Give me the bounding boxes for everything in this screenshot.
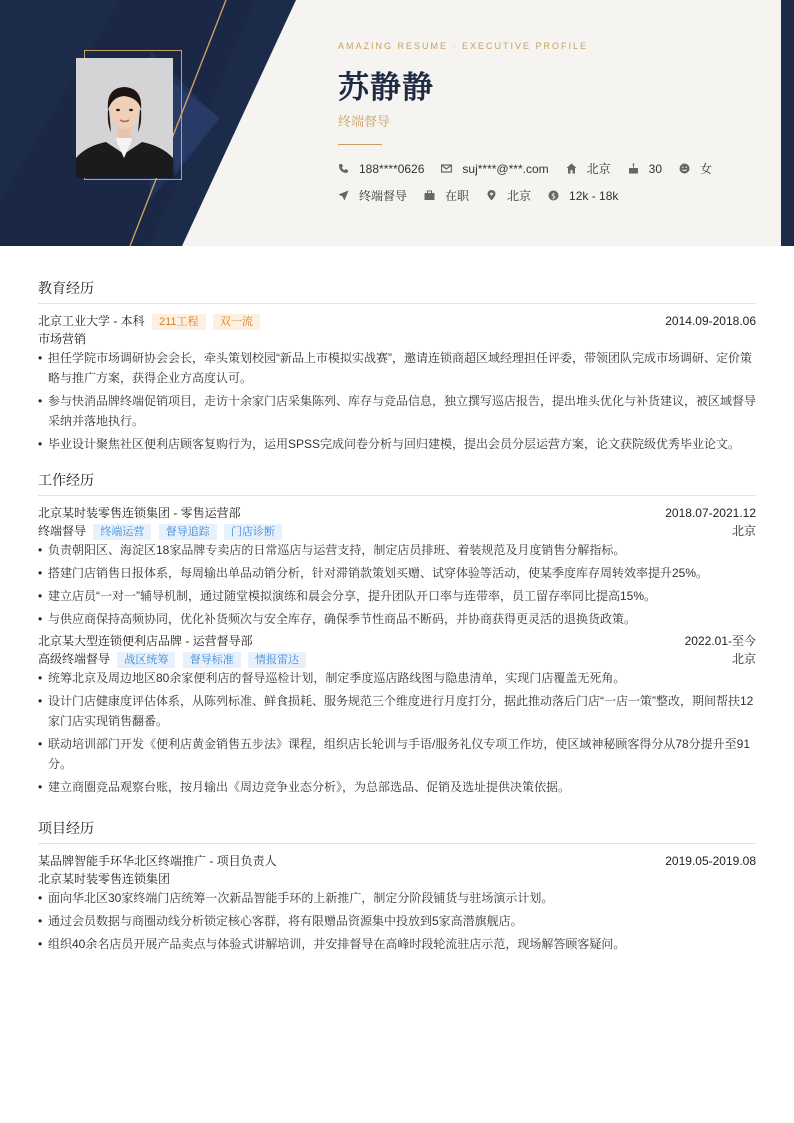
svg-text:$: $: [551, 191, 556, 201]
job-sub: [38, 522, 756, 540]
job-bullets: [38, 540, 756, 629]
cake-icon: [628, 163, 639, 174]
target-city-text: 北京: [507, 189, 532, 203]
job-tag: 终端运营: [93, 524, 151, 540]
money-icon: [548, 190, 559, 201]
project-org: 北京某时装零售连锁集团: [38, 872, 171, 886]
list-item: • 组织40余名店员开展产品卖点与体验式讲解培训，并安排督导在高峰时段轮流驻店示范，现场解答顾客疑问。: [38, 934, 756, 954]
job-position: 终端督导: [38, 524, 87, 538]
education-tag: 双一流: [213, 314, 260, 330]
briefcase-icon: [424, 190, 435, 201]
job-company: 北京某大型连锁便利店品牌 - 运营督导部: [38, 634, 253, 648]
projects-title: 项目经历: [38, 818, 756, 844]
gender-item: [679, 160, 712, 177]
email-item: [441, 162, 548, 176]
candidate-name: 苏静静: [338, 70, 434, 105]
location-pin-icon: [486, 190, 497, 201]
phone-text: 188****0626: [359, 161, 425, 176]
education-section: [38, 278, 756, 457]
job-tag: 督导标准: [183, 652, 241, 668]
target-city-item: [486, 187, 531, 204]
list-item: • 设计门店健康度评估体系，从陈列标准、鲜食损耗、服务规范三个维度进行月度打分，据此推动落后门店“一店一策”整改，期间帮扶12家门店实现销售翻番。: [38, 691, 756, 731]
target-position-text: 终端督导: [359, 189, 408, 203]
project-bullets: [38, 888, 756, 954]
education-bullets: [38, 348, 756, 454]
job-tag: 战区统筹: [117, 652, 175, 668]
salary-item: [548, 189, 618, 203]
status-text: 在职: [445, 189, 470, 203]
work-title: 工作经历: [38, 470, 756, 496]
phone-icon: [338, 163, 349, 174]
list-item: • 参与快消品牌终端促销项目，走访十余家门店采集陈列、库存与竞品信息，独立撰写巡店报告，提出堆头优化与补货建议，被区域督导采纳并落地执行。: [38, 391, 756, 431]
project-date: 2019.05-2019.08: [665, 854, 756, 868]
job-head: [38, 504, 756, 522]
list-item: • 建立店员“一对一”辅导机制，通过随堂模拟演练和晨会分享，提升团队开口率与连带率，员工留存率同比提高15%。: [38, 586, 756, 606]
job-company: 北京某时装零售连锁集团 - 零售运营部: [38, 506, 241, 520]
job-bullets: [38, 668, 756, 797]
list-item: • 建立商圈竞品观察台账，按月输出《周边竞争业态分析》，为总部选品、促销及选址提供决策依据。: [38, 777, 756, 797]
hometown-text: 北京: [586, 162, 611, 176]
job-intent-row: [338, 187, 635, 204]
gold-divider: [338, 144, 382, 145]
profile-photo: [76, 58, 173, 178]
candidate-role: 终端督导: [338, 114, 391, 129]
resume-header: [0, 0, 794, 246]
list-item: • 搭建门店销售日报体系，每周输出单品动销分析，针对滞销款策划买赠、试穿体验等活动，使某季度库存周转效率提升25%。: [38, 563, 756, 583]
job-head: [38, 632, 756, 650]
education-major-row: [38, 330, 756, 348]
work-section: [38, 470, 756, 800]
list-item: • 统筹北京及周边地区80余家便利店的督导巡检计划，制定季度巡店路线图与隐患清单，实现门店覆盖无死角。: [38, 668, 756, 688]
job-location: 北京: [731, 524, 756, 538]
list-item: • 面向华北区30家终端门店统筹一次新品智能手环的上新推广，制定分阶段铺货与驻场演示计划。: [38, 888, 756, 908]
mail-icon: [441, 163, 452, 174]
job-position: 高级终端督导: [38, 652, 111, 666]
job-date: 2018.07-2021.12: [665, 506, 756, 520]
list-item: • 担任学院市场调研协会会长，牵头策划校园“新品上市模拟实战赛”，邀请连锁商超区域经理担任评委，带领团队完成市场调研、定价策略与推广方案，获得企业方高度认可。: [38, 348, 756, 388]
project-name: 某品牌智能手环华北区终端推广 - 项目负责人: [38, 854, 277, 868]
job-tag: 情报雷达: [248, 652, 306, 668]
education-title: 教育经历: [38, 278, 756, 304]
list-item: • 与供应商保持高频协同，优化补货频次与安全库存，确保季节性商品不断码，并协商获得更灵活的退换货政策。: [38, 609, 756, 629]
status-item: [424, 187, 469, 204]
gender-text: 女: [700, 162, 713, 176]
phone-item: [338, 162, 424, 176]
contact-row: [338, 160, 729, 177]
list-item: • 联动培训部门开发《便利店黄金销售五步法》课程，组织店长轮训与手语/服务礼仪专项工作坊，使区域神秘顾客得分从78分提升至91分。: [38, 734, 756, 774]
age-item: [628, 162, 662, 176]
job-location: 北京: [731, 652, 756, 666]
education-major: 市场营销: [38, 332, 87, 346]
target-position-item: [338, 187, 407, 204]
job-entry: [38, 504, 756, 629]
job-date: 2022.01-至今: [684, 634, 756, 648]
education-tag: 211工程: [152, 314, 206, 330]
hometown-item: [566, 160, 611, 177]
header-tagline: AMAZING RESUME · EXECUTIVE PROFILE: [338, 41, 589, 51]
job-sub: [38, 650, 756, 668]
project-org-row: [38, 870, 756, 888]
list-item: • 毕业设计聚焦社区便利店顾客复购行为，运用SPSS完成问卷分析与回归建模，提出会员分层运营方案，论文获院级优秀毕业论文。: [38, 434, 756, 454]
send-icon: [338, 190, 349, 201]
job-tag: 门店诊断: [224, 524, 282, 540]
projects-section: [38, 818, 756, 957]
project-head: [38, 852, 756, 870]
job-entry: [38, 632, 756, 797]
age-text: 30: [648, 161, 662, 176]
list-item: • 通过会员数据与商圈动线分析锁定核心客群，将有限赠品资源集中投放到5家高潜旗舰店。: [38, 911, 756, 931]
school-name: 北京工业大学 - 本科: [38, 314, 145, 328]
smiley-icon: [679, 163, 690, 174]
salary-text: 12k - 18k: [569, 188, 619, 203]
email-text: suj****@***.com: [462, 161, 549, 176]
education-entry-head: [38, 312, 756, 330]
job-tag: 督导追踪: [159, 524, 217, 540]
list-item: • 负责朝阳区、海淀区18家品牌专卖店的日常巡店与运营支持，制定店员排班、着装规范及月度销售分解指标。: [38, 540, 756, 560]
home-icon: [566, 163, 577, 174]
education-date: 2014.09-2018.06: [665, 314, 756, 328]
